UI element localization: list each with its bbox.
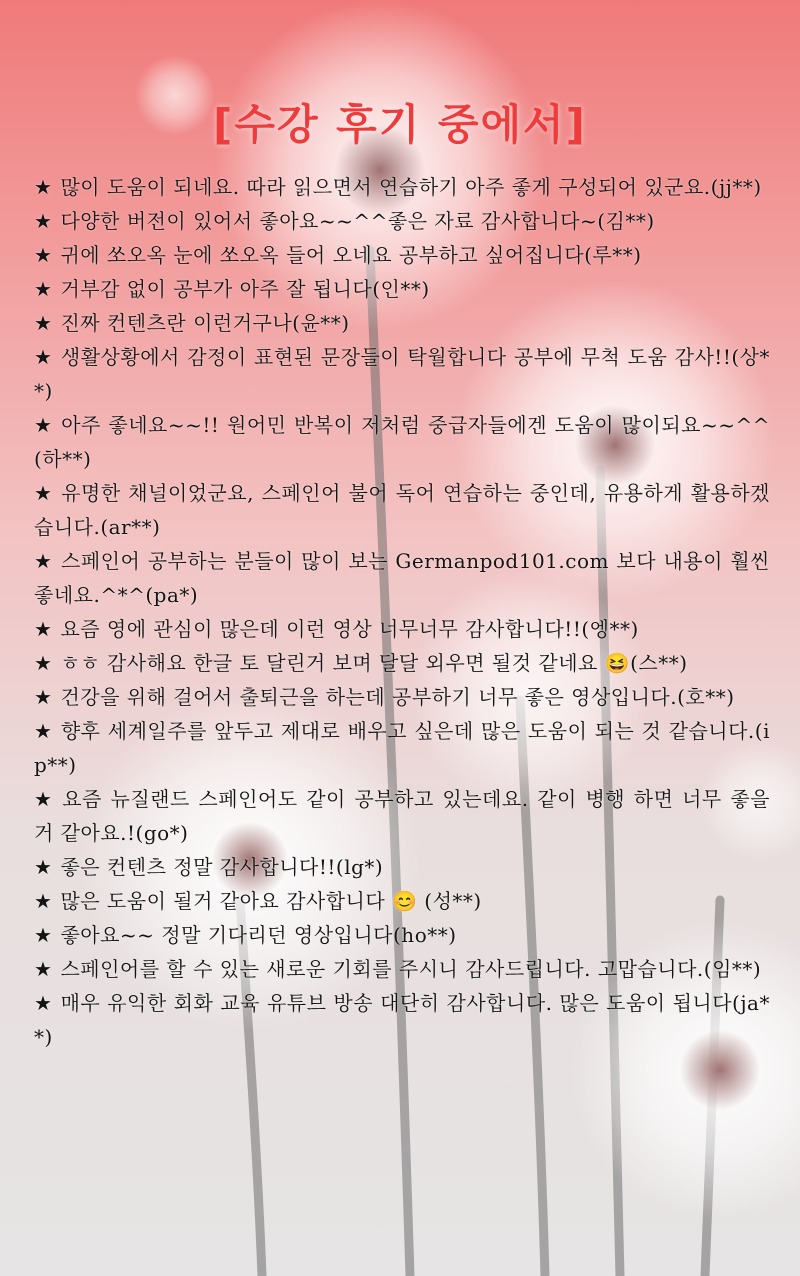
review-item xyxy=(34,340,770,408)
review-item xyxy=(34,918,770,952)
review-text: 진짜 컨텐츠란 이런거구나(윤**) xyxy=(60,311,350,335)
review-item xyxy=(34,986,770,1054)
review-item xyxy=(34,884,770,918)
star-icon: ★ xyxy=(34,277,53,301)
review-item xyxy=(34,952,770,986)
review-list xyxy=(34,170,770,1054)
star-icon: ★ xyxy=(34,651,53,675)
review-text: 유명한 채널이었군요, 스페인어 불어 독어 연습하는 중인데, 유용하게 활용하겠습니다.(ar**) xyxy=(34,481,770,539)
star-icon: ★ xyxy=(34,957,53,981)
review-text: 생활상황에서 감정이 표현된 문장들이 탁월합니다 공부에 무척 도움 감사!!(상**) xyxy=(34,345,770,403)
star-icon: ★ xyxy=(34,787,55,811)
review-item xyxy=(34,238,770,272)
review-item xyxy=(34,170,770,204)
review-item xyxy=(34,306,770,340)
review-item xyxy=(34,272,770,306)
review-text: 요즘 영에 관심이 많은데 이런 영상 너무너무 감사합니다!!(엥**) xyxy=(60,617,639,641)
review-item xyxy=(34,680,770,714)
review-item xyxy=(34,408,770,476)
review-text: 향후 세계일주를 앞두고 제대로 배우고 싶은데 많은 도움이 되는 것 같습니다.(ip**) xyxy=(34,719,770,777)
review-text: 거부감 없이 공부가 아주 잘 됩니다(인**) xyxy=(60,277,430,301)
star-icon: ★ xyxy=(34,345,53,369)
review-text: 매우 유익한 회화 교육 유튜브 방송 대단히 감사합니다. 많은 도움이 됩니다(ja**) xyxy=(34,991,770,1049)
star-icon: ★ xyxy=(34,413,54,437)
star-icon: ★ xyxy=(34,855,53,879)
review-item xyxy=(34,646,770,680)
review-text: 아주 좋네요~~!! 원어민 반복이 저처럼 중급자들에겐 도움이 많이되요~~^^(하**) xyxy=(34,413,770,471)
star-icon: ★ xyxy=(34,549,53,573)
review-text: 좋아요~~ 정말 기다리던 영상입니다(ho**) xyxy=(60,923,457,947)
review-item xyxy=(34,204,770,238)
star-icon: ★ xyxy=(34,685,53,709)
review-text: ㅎㅎ 감사해요 한글 토 달린거 보며 달달 외우면 될것 같네요 😆(스**) xyxy=(60,651,688,675)
star-icon: ★ xyxy=(34,243,53,267)
review-item xyxy=(34,544,770,612)
review-item xyxy=(34,850,770,884)
star-icon: ★ xyxy=(34,889,53,913)
review-text: 좋은 컨텐츠 정말 감사합니다!!(lg*) xyxy=(60,855,384,879)
review-text: 스페인어 공부하는 분들이 많이 보는 Germanpod101.com 보다 내용이 훨씬 좋네요.^*^(pa*) xyxy=(34,549,770,607)
star-icon: ★ xyxy=(34,923,53,947)
review-text: 많이 도움이 되네요. 따라 읽으면서 연습하기 아주 좋게 구성되어 있군요.(jj**) xyxy=(60,175,762,199)
star-icon: ★ xyxy=(34,175,53,199)
review-item xyxy=(34,714,770,782)
star-icon: ★ xyxy=(34,991,53,1015)
star-icon: ★ xyxy=(34,209,53,233)
star-icon: ★ xyxy=(34,311,53,335)
star-icon: ★ xyxy=(34,481,54,505)
review-text: 요즘 뉴질랜드 스페인어도 같이 공부하고 있는데요. 같이 병행 하면 너무 좋을거 같아요.!(go*) xyxy=(34,787,770,845)
review-text: 많은 도움이 될거 같아요 감사합니다 😊 (성**) xyxy=(60,889,482,913)
review-item xyxy=(34,612,770,646)
review-item xyxy=(34,476,770,544)
review-text: 건강을 위해 걸어서 출퇴근을 하는데 공부하기 너무 좋은 영상입니다.(호**) xyxy=(60,685,735,709)
page-title: [수강 후기 중에서] xyxy=(213,100,587,149)
review-text: 귀에 쏘오옥 눈에 쏘오옥 들어 오네요 공부하고 싶어집니다(루**) xyxy=(60,243,642,267)
star-icon: ★ xyxy=(34,617,53,641)
review-item xyxy=(34,782,770,850)
review-text: 스페인어를 할 수 있는 새로운 기회를 주시니 감사드립니다. 고맙습니다.(임**) xyxy=(60,957,762,981)
review-text: 다양한 버전이 있어서 좋아요~~^^좋은 자료 감사합니다~(김**) xyxy=(60,209,655,233)
star-icon: ★ xyxy=(34,719,53,743)
